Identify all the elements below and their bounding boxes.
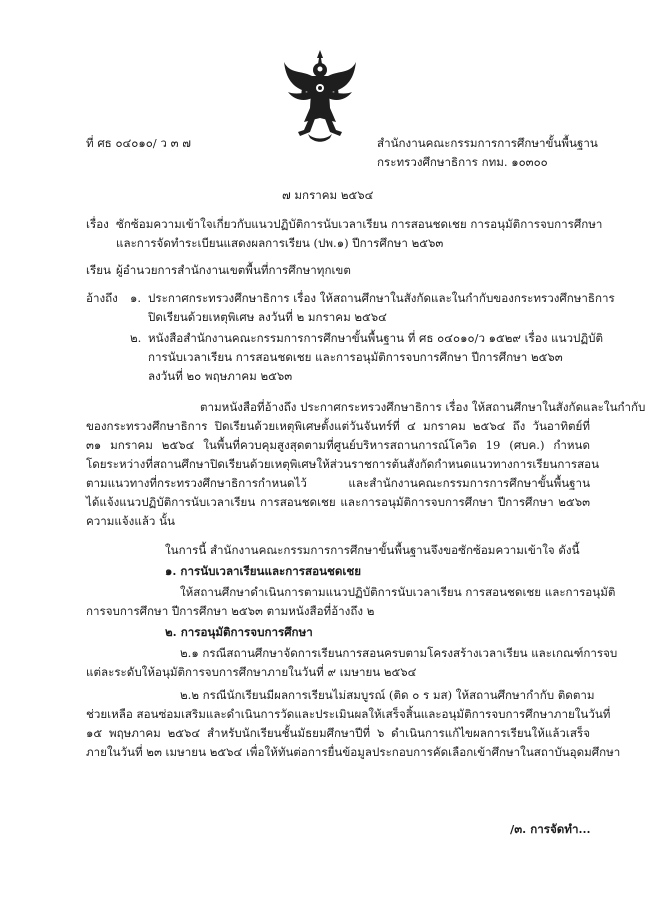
section-2-1-line-1: ๒.๑ กรณีสถานศึกษาจัดการเรียนการสอนครบตามโครงสร้างเวลาเรียน และเกณฑ์การจบ [180, 646, 618, 660]
paragraph-1-line-4: โดยระหว่างที่สถานศึกษาปิดเรียนด้วยเหตุพิเศษให้ส่วนราชการต้นสังกัดกำหนดแนวทางการเรียนการสอน [86, 457, 600, 471]
subject-label: เรื่อง [86, 217, 109, 231]
paragraph-1-line-6: ได้แจ้งแนวปฏิบัติการนับเวลาเรียน การสอนชดเชย และการอนุมัติการจบการศึกษา ปีการศึกษา ๒๕๖๓ [86, 495, 590, 509]
reference-2-number: ๒. [130, 331, 142, 345]
reference-2-line-3: ลงวันที่ ๒๐ พฤษภาคม ๒๕๖๓ [148, 369, 293, 383]
paragraph-2: ในการนี้ สำนักงานคณะกรรมการการศึกษาขั้นพื้นฐานจึงขอซักซ้อมความเข้าใจ ดังนี้ [165, 543, 580, 557]
reference-1-line-2: ปิดเรียนด้วยเหตุพิเศษ ลงวันที่ ๒ มกราคม ๒๕๖๔ [148, 310, 387, 324]
section-2-2-line-2: ช่วยเหลือ สอนซ่อมเสริมและดำเนินการวัดและประเมินผลให้เสร็จสิ้นและอนุมัติการจบการศึกษาภายในวันที่ [86, 707, 611, 721]
section-2-heading: ๒. การอนุมัติการจบการศึกษา [165, 625, 313, 639]
paragraph-1-line-2: ของกระทรวงศึกษาธิการ ปิดเรียนด้วยเหตุพิเศษตั้งแต่วันจันทร์ที่ ๔ มกราคม ๒๕๖๔ ถึง วันอาทิตย์ที่ [86, 419, 590, 433]
section-1-line-1: ให้สถานศึกษาดำเนินการตามแนวปฏิบัติการนับเวลาเรียน การสอนชดเชย และการอนุมัติ [180, 585, 616, 599]
reference-2-line-1: หนังสือสำนักงานคณะกรรมการการศึกษาขั้นพื้นฐาน ที่ ศธ ๐๔๐๑๐/ว ๑๕๒๙ เรื่อง แนวปฏิบัติ [148, 331, 604, 345]
section-2-2-line-4: ภายในวันที่ ๒๓ เมษายน ๒๕๖๔ เพื่อให้ทันต่อการยื่นข้อมูลประกอบการคัดเลือกเข้าศึกษาในสถาบันอุดมศึกษา [86, 745, 621, 759]
section-2-1-line-2: แต่ละระดับให้อนุมัติการจบการศึกษาภายในวันที่ ๙ เมษายน ๒๕๖๔ [86, 665, 417, 679]
recipient-text: ผู้อำนวยการสำนักงานเขตพื้นที่การศึกษาทุกเขต [116, 263, 351, 277]
paragraph-1-line-3: ๓๑ มกราคม ๒๕๖๔ ในพื้นที่ควบคุมสูงสุดตามที่ศูนย์บริหารสถานการณ์โควิด 19 (ศบค.) กำหนด [86, 438, 590, 452]
paragraph-1-line-1: ตามหนังสือที่อ้างถึง ประกาศกระทรวงศึกษาธิการ เรื่อง ให้สถานศึกษาในสังกัดและในกำกับ [200, 400, 645, 414]
garuda-emblem-icon [282, 48, 358, 144]
reference-number: ที่ ศธ ๐๔๐๑๐/ ว ๓ ๗ [86, 136, 191, 150]
reference-2-line-2: การนับเวลาเรียน การสอนชดเชย และการอนุมัติการจบการศึกษา ปีการศึกษา ๒๕๖๓ [148, 350, 563, 364]
reference-1-line-1: ประกาศกระทรวงศึกษาธิการ เรื่อง ให้สถานศึกษาในสังกัดและในกำกับของกระทรวงศึกษาธิการ [148, 291, 615, 305]
subject-line-1: ซักซ้อมความเข้าใจเกี่ยวกับแนวปฏิบัติการนับเวลาเรียน การสอนชดเชย การอนุมัติการจบการศึกษา [116, 217, 603, 231]
recipient-label: เรียน [86, 263, 111, 277]
continuation-marker: /๓. การจัดทำ... [510, 822, 591, 836]
section-1-heading: ๑. การนับเวลาเรียนและการสอนชดเชย [165, 564, 362, 578]
document-date: ๗ มกราคม ๒๕๖๔ [282, 188, 374, 202]
section-2-2-line-1: ๒.๒ กรณีนักเรียนมีผลการเรียนไม่สมบูรณ์ (ติด ๐ ร มส) ให้สถานศึกษากำกับ ติดตาม [180, 688, 595, 702]
references-label: อ้างถึง [86, 291, 118, 305]
subject-line-2: และการจัดทำระเบียนแสดงผลการเรียน (ปพ.๑) ปีการศึกษา ๒๕๖๓ [116, 236, 444, 250]
section-2-2-line-3: ๑๕ พฤษภาคม ๒๕๖๔ สำหรับนักเรียนชั้นมัธยมศึกษาปีที่ ๖ ดำเนินการแก้ไขผลการเรียนให้แล้วเสร็จ [86, 726, 590, 740]
issuing-office: สำนักงานคณะกรรมการการศึกษาขั้นพื้นฐาน [377, 136, 598, 150]
reference-1-number: ๑. [130, 291, 142, 305]
paragraph-1-line-7: ความแจ้งแล้ว นั้น [86, 514, 175, 528]
paragraph-1-line-5: ตามแนวทางที่กระทรวงศึกษาธิการกำหนดไว้ และสำนักงานคณะกรรมการการศึกษาขั้นพื้นฐาน [86, 476, 590, 490]
issuing-office-address: กระทรวงศึกษาธิการ กทม. ๑๐๓๐๐ [377, 155, 548, 169]
section-1-line-2: การจบการศึกษา ปีการศึกษา ๒๕๖๓ ตามหนังสือที่อ้างถึง ๒ [86, 604, 375, 618]
